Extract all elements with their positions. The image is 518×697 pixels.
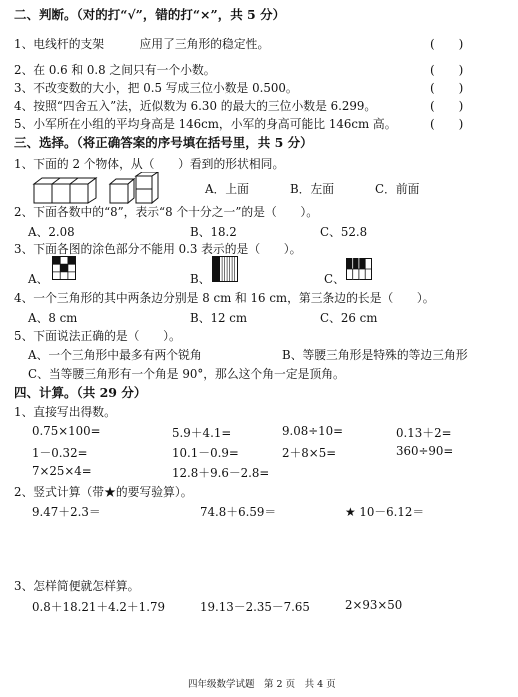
choice-q5-option-a[interactable]: A、一个三角形中最多有两个锐角 [28, 348, 202, 362]
choice-q2-option-a[interactable]: A、2.08 [28, 225, 75, 239]
calc-item-r1c3: 9.08÷10= [282, 424, 344, 438]
section-2-heading: 二、判断。（对的打“√”，错的打“×”，共 5 分） [14, 7, 286, 22]
cube-object-2 [110, 172, 158, 203]
choice-q3-option-c[interactable]: C、 [324, 272, 345, 286]
calc-item-r3c2: 12.8＋9.6－2.8= [172, 466, 270, 480]
calc-item-r2c4: 360÷90= [396, 444, 454, 458]
answer-paren-3[interactable]: ( ) [430, 81, 464, 95]
striped-bar-figure [212, 256, 238, 282]
calc-sub1-title: 1、直接写出得数。 [14, 405, 116, 419]
calc-sub3-title: 3、怎样简便就怎样算。 [14, 579, 140, 593]
calc-item-r2c2: 10.1－0.9= [172, 446, 239, 460]
judge-item-1: 1、电线杆的支架 应用了三角形的稳定性。 [14, 37, 270, 51]
choice-q1-option-c[interactable]: C．前面 [375, 182, 420, 196]
vertical-calc-2: 74.8＋6.59＝ [200, 505, 277, 519]
answer-paren-4[interactable]: ( ) [430, 99, 464, 113]
judge-item-3: 3、不改变数的大小，把 0.5 写成三位小数是 0.500。 [14, 81, 298, 95]
section-4-heading: 四、计算。（共 29 分） [14, 385, 147, 400]
calc-item-r2c3: 2＋8×5= [282, 446, 337, 460]
simplify-calc-1: 0.8＋18.21＋4.2＋1.79 [32, 600, 165, 614]
simplify-calc-2: 19.13－2.35－7.65 [200, 600, 310, 614]
choice-q3-option-a[interactable]: A、 [28, 272, 49, 286]
calc-item-r3c1: 7×25×4= [32, 464, 92, 478]
choice-q3-text: 3、下面各图的涂色部分不能用 0.3 表示的是（ ）。 [14, 242, 302, 256]
answer-paren-1[interactable]: ( ) [430, 37, 464, 51]
choice-q4-option-a[interactable]: A、8 cm [28, 311, 78, 325]
choice-q2-option-c[interactable]: C、52.8 [320, 225, 368, 239]
choice-q4-option-b[interactable]: B、12 cm [190, 311, 248, 325]
choice-q1-option-a[interactable]: A．上面 [205, 182, 249, 196]
section-3-heading: 三、选择。（将正确答案的序号填在括号里，共 5 分） [14, 135, 313, 150]
judge-item-5: 5、小军所在小组的平均身高是 146cm，小军的身高可能比 146cm 高。 [14, 117, 397, 131]
judge-item-2: 2、在 0.6 和 0.8 之间只有一个小数。 [14, 63, 216, 77]
cube-objects-figure [32, 172, 172, 204]
calc-item-r1c4: 0.13＋2= [396, 426, 452, 440]
choice-q4-option-c[interactable]: C、26 cm [320, 311, 378, 325]
calc-sub2-title: 2、竖式计算（带★的要写验算）。 [14, 485, 193, 499]
grid-3x3-figure [52, 256, 76, 280]
choice-q3-option-b[interactable]: B、 [190, 272, 211, 286]
choice-q5-option-b[interactable]: B、等腰三角形是特殊的等边三角形 [282, 348, 468, 362]
judge-item-4: 4、按照“四舍五入”法，近似数为 6.30 的最大的三位小数是 6.299。 [14, 99, 377, 113]
vertical-calc-1: 9.47＋2.3＝ [32, 505, 101, 519]
choice-q1-option-b[interactable]: B．左面 [290, 182, 335, 196]
answer-paren-2[interactable]: ( ) [430, 63, 464, 77]
choice-q1-text: 1、下面的 2 个物体，从（ ）看到的形状相同。 [14, 157, 285, 171]
choice-q4-text: 4、一个三角形的其中两条边分别是 8 cm 和 16 cm，第三条边的长是（ ）。 [14, 291, 435, 305]
calc-item-r2c1: 1－0.32= [32, 446, 88, 460]
grid-2x4-figure [346, 258, 372, 280]
choice-q5-option-c[interactable]: C、当等腰三角形有一个角是 90°，那么这个角一定是顶角。 [28, 367, 345, 381]
page-footer: 四年级数学试题 第 2 页 共 4 页 [188, 679, 336, 690]
choice-q5-text: 5、下面说法正确的是（ ）。 [14, 329, 181, 343]
choice-q2-option-b[interactable]: B、18.2 [190, 225, 237, 239]
choice-q2-text: 2、下面各数中的“8”，表示“8 个十分之一”的是（ ）。 [14, 205, 319, 219]
calc-item-r1c1: 0.75×100= [32, 424, 101, 438]
cube-object-1 [34, 178, 96, 203]
vertical-calc-3-star: ★ 10－6.12＝ [345, 505, 425, 519]
answer-paren-5[interactable]: ( ) [430, 117, 464, 131]
simplify-calc-3: 2×93×50 [345, 598, 403, 612]
calc-item-r1c2: 5.9＋4.1= [172, 426, 232, 440]
